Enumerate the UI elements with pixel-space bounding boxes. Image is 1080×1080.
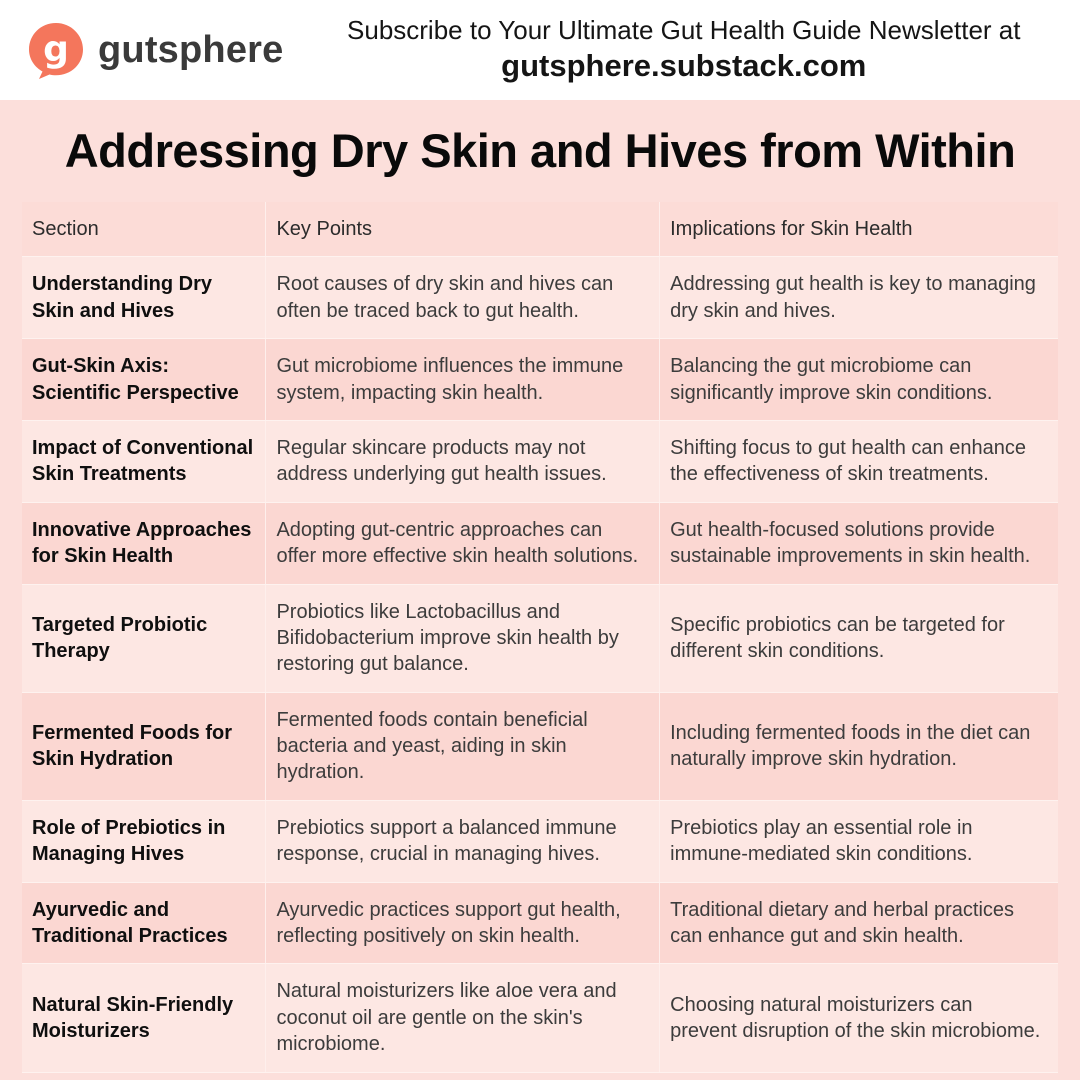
subscribe-banner: [284, 14, 1055, 85]
table-row: [22, 339, 1058, 421]
implications-cell: Including fermented foods in the diet can naturally improve skin hydration.: [659, 693, 1058, 800]
section-cell: Targeted Probiotic Therapy: [32, 613, 208, 663]
key-points-cell: Root causes of dry skin and hives can often be traced back to gut health.: [265, 257, 659, 338]
table-row: [22, 801, 1058, 883]
table-row: [22, 421, 1058, 503]
header-bar: [0, 0, 1080, 100]
gutsphere-logo-icon: [26, 20, 86, 80]
column-header-section: Section: [32, 218, 99, 240]
table-row: [22, 693, 1058, 801]
implications-cell: Choosing natural moisturizers can prevent disruption of the skin microbiome.: [659, 964, 1058, 1071]
table-header-row: [22, 202, 1058, 257]
section-cell: Gut-Skin Axis: Scientific Perspective: [32, 355, 239, 404]
key-points-cell: Regular skincare products may not address underlying gut health issues.: [265, 421, 659, 502]
brand-name: gutsphere: [98, 28, 284, 71]
page-title: Addressing Dry Skin and Hives from Within: [64, 124, 1016, 177]
implications-cell: Gut health-focused solutions provide sustainable improvements in skin health.: [659, 503, 1058, 584]
column-header-implications: Implications for Skin Health: [659, 202, 1058, 256]
implications-cell: Prebiotics play an essential role in immune-mediated skin conditions.: [659, 801, 1058, 882]
content-table: [22, 202, 1058, 1073]
section-cell: Fermented Foods for Skin Hydration: [32, 721, 233, 771]
key-points-cell: Ayurvedic practices support gut health, reflecting positively on skin health.: [265, 883, 659, 964]
table-row: [22, 257, 1058, 339]
section-cell: Impact of Conventional Skin Treatments: [32, 436, 254, 486]
section-cell: Natural Skin-Friendly Moisturizers: [32, 993, 234, 1042]
key-points-cell: Natural moisturizers like aloe vera and coconut oil are gentle on the skin's microbiome.: [265, 964, 659, 1071]
key-points-cell: Fermented foods contain beneficial bacteria and yeast, aiding in skin hydration.: [265, 693, 659, 800]
implications-cell: Addressing gut health is key to managing dry skin and hives.: [659, 257, 1058, 338]
key-points-cell: Prebiotics support a balanced immune response, crucial in managing hives.: [265, 801, 659, 882]
implications-cell: Shifting focus to gut health can enhance the effectiveness of skin treatments.: [659, 421, 1058, 502]
key-points-cell: Probiotics like Lactobacillus and Bifidobacterium improve skin health by restoring gut balance.: [265, 585, 659, 692]
implications-cell: Specific probiotics can be targeted for different skin conditions.: [659, 585, 1058, 692]
key-points-cell: Gut microbiome influences the immune system, impacting skin health.: [265, 339, 659, 420]
subscribe-text: Subscribe to Your Ultimate Gut Health Guide Newsletter at: [347, 15, 1021, 46]
implications-cell: Balancing the gut microbiome can significantly improve skin conditions.: [659, 339, 1058, 420]
table-row: [22, 585, 1058, 693]
brand-logo: [26, 20, 284, 80]
section-cell: Innovative Approaches for Skin Health: [32, 518, 252, 568]
implications-cell: Traditional dietary and herbal practices can enhance gut and skin health.: [659, 883, 1058, 964]
table-row: [22, 503, 1058, 585]
section-cell: Understanding Dry Skin and Hives: [32, 273, 213, 322]
subscribe-url: gutsphere.substack.com: [501, 47, 867, 83]
section-cell: Ayurvedic and Traditional Practices: [32, 898, 228, 948]
svg-text:g: g: [43, 29, 69, 70]
section-cell: Role of Prebiotics in Managing Hives: [32, 816, 226, 866]
column-header-key-points: Key Points: [265, 202, 659, 256]
table-row: [22, 964, 1058, 1072]
key-points-cell: Adopting gut-centric approaches can offer more effective skin health solutions.: [265, 503, 659, 584]
table-row: [22, 883, 1058, 965]
